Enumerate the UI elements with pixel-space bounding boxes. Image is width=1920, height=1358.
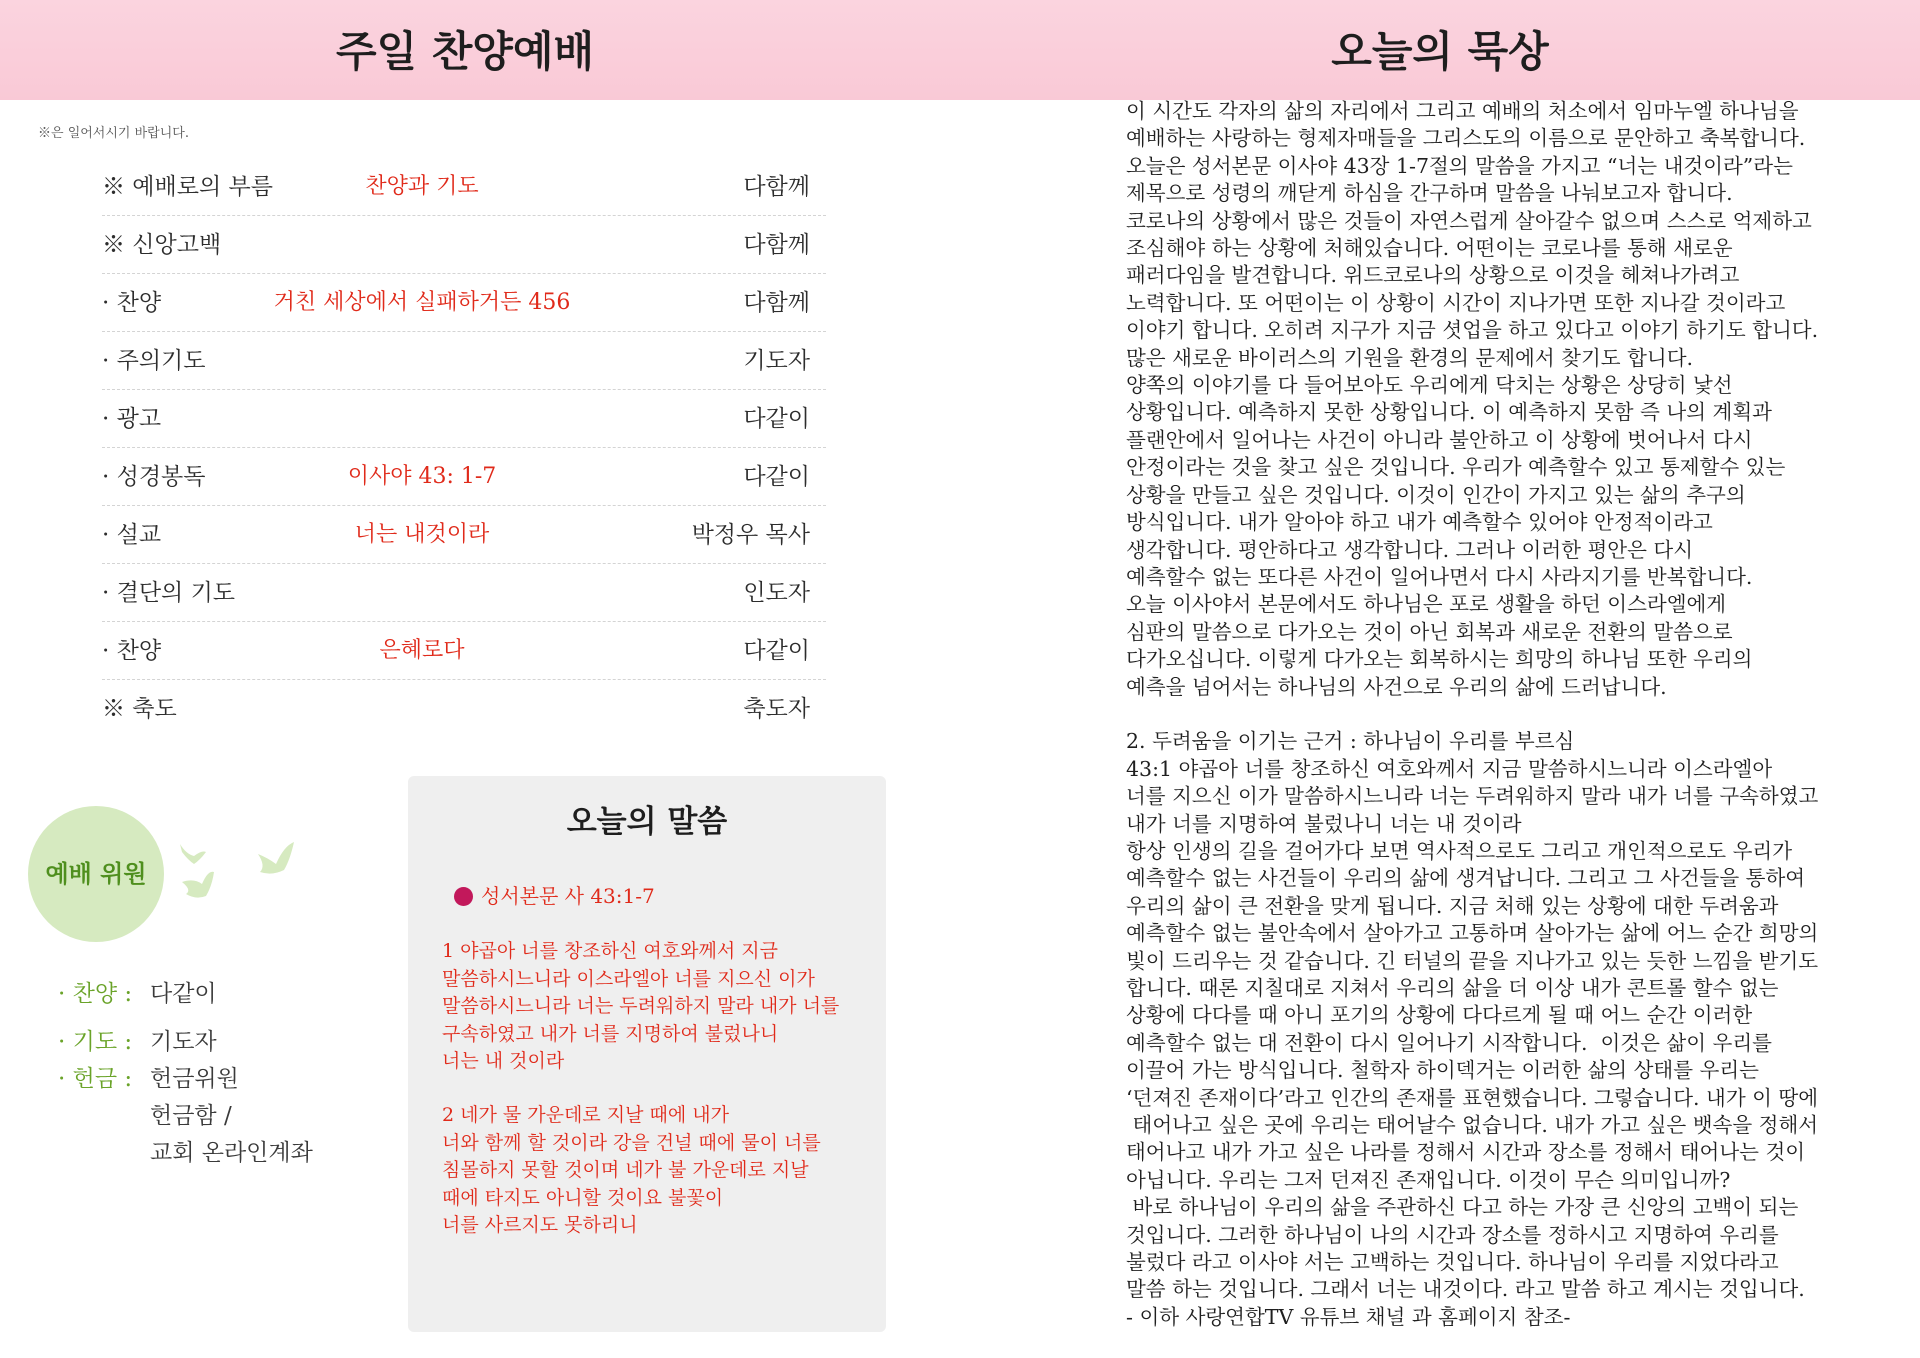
order-row xyxy=(102,158,826,216)
meditation-line: 안정이라는 것을 찾고 싶은 것입니다. 우리가 예측할수 있고 통제할수 있는 xyxy=(1126,455,1786,480)
order-item: ※ 예배로의 부름 xyxy=(102,174,273,200)
worship-order xyxy=(102,158,826,737)
meditation-line: 상황입니다. 예측하지 못한 상황입니다. 이 예측하지 못함 즉 나의 계획과 xyxy=(1126,400,1772,425)
meditation-line: 불렀다 라고 이사야 서는 고백하는 것입니다. 하나님이 우리를 지었다라고 xyxy=(1126,1250,1779,1275)
leader-prayer-label: · 기도 : xyxy=(58,1029,133,1055)
meditation-line: 노력합니다. 또 어떤이는 이 상황이 시간이 지나가면 또한 지나갈 것이라고 xyxy=(1126,290,1786,315)
meditation-line: 예측할수 없는 사건들이 우리의 삶에 생겨납니다. 그리고 그 사건들을 통하여 xyxy=(1126,866,1806,891)
order-item: · 설교 xyxy=(102,522,162,548)
verse-2: 2 네가 물 가운데로 지날 때에 내가 너와 함께 할 것이라 강을 건널 때에 물이 너를 침몰하지 못할 것이며 네가 불 가운데로 지날 때에 타지도 아니할 것이요 불꽃이 너를 사르지도 못하리니 xyxy=(442,1104,821,1236)
order-leader: 다같이 xyxy=(743,464,810,490)
order-item: ※ 신앙고백 xyxy=(102,232,222,258)
order-item: · 찬양 xyxy=(102,290,162,316)
leader-offering-value: 헌금위원 xyxy=(150,1066,239,1092)
meditation-title: 오늘의 묵상 xyxy=(1331,27,1549,76)
meditation-line: 양쪽의 이야기를 다 들어보아도 우리에게 닥치는 상황은 상당히 낯선 xyxy=(1126,373,1733,398)
meditation-line: 2. 두려움을 이기는 근거 : 하나님이 우리를 부르심 xyxy=(1126,729,1575,754)
scripture-reference xyxy=(454,880,655,909)
meditation-line: - 이하 사랑연합TV 유튜브 채널 과 홈페이지 참조- xyxy=(1126,1304,1571,1329)
meditation-line: 43:1 야곱아 너를 창조하신 여호와께서 지금 말씀하시느니라 이스라엘아 xyxy=(1126,756,1773,781)
meditation-line: 예배하는 사랑하는 형제자매들을 그리스도의 이름으로 문안하고 축복합니다. xyxy=(1126,126,1806,151)
order-row xyxy=(102,216,826,274)
leader-praise-value: 다같이 xyxy=(150,981,217,1007)
order-item: · 광고 xyxy=(102,406,162,432)
leader-offering-extra: 교회 온라인계좌 xyxy=(150,1140,313,1166)
meditation-line: 다가오십니다. 이렇게 다가오는 회복하시는 희망의 하나님 또한 우리의 xyxy=(1126,647,1753,672)
order-row xyxy=(102,274,826,332)
meditation-text xyxy=(1126,98,1906,1331)
order-leader: 다함께 xyxy=(743,174,810,200)
meditation-line: 예측할수 없는 불안속에서 살아가고 고통하며 살아가는 삶에 어느 순간 희망의 xyxy=(1126,921,1819,946)
scripture-reference-text: 성서본문 사 43:1-7 xyxy=(481,884,655,908)
order-detail: 은혜로다 xyxy=(379,638,465,663)
meditation-line: 말씀 하는 것입니다. 그래서 너는 내것이다. 라고 말씀 하고 계시는 것입니다. xyxy=(1126,1277,1805,1302)
order-item: ※ 축도 xyxy=(102,696,177,722)
order-leader: 축도자 xyxy=(743,696,810,722)
order-detail: 너는 내것이라 xyxy=(354,522,490,547)
order-row xyxy=(102,622,826,680)
meditation-line: 심판의 말씀으로 다가오는 것이 아닌 회복과 새로운 전환의 말씀으로 xyxy=(1126,619,1733,644)
meditation-line: 우리의 삶이 큰 전환을 맞게 됩니다. 지금 처해 있는 상황에 대한 두려움과 xyxy=(1126,893,1779,918)
bullet-icon xyxy=(454,887,473,906)
paragraph-gap xyxy=(1126,701,1906,728)
todays-word-box xyxy=(408,776,886,1332)
order-item: · 찬양 xyxy=(102,638,162,664)
leader-offering-extra: 헌금함 / xyxy=(150,1103,232,1129)
dove-icon xyxy=(172,834,322,914)
order-row xyxy=(102,680,826,737)
leader-prayer xyxy=(58,1023,217,1056)
leader-offering xyxy=(58,1060,239,1093)
meditation-line: 플랜안에서 일어나는 사건이 아니라 불안하고 이 상황에 벗어나서 다시 xyxy=(1126,427,1753,452)
order-row xyxy=(102,390,826,448)
order-leader: 인도자 xyxy=(743,580,810,606)
meditation-line: 많은 새로운 바이러스의 기원을 환경의 문제에서 찾기도 합니다. xyxy=(1126,345,1694,370)
meditation-line: ‘던져진 존재이다’라고 인간의 존재를 표현했습니다. 그렇습니다. 내가 이 땅에 xyxy=(1126,1085,1819,1110)
meditation-line: 오늘은 성서본문 이사야 43장 1-7절의 말씀을 가지고 “너는 내것이라”라는 xyxy=(1126,153,1793,178)
word-title: 오늘의 말씀 xyxy=(566,804,728,840)
meditation-line: 아닙니다. 우리는 그저 던져진 존재입니다. 이것이 무슨 의미입니까? xyxy=(1126,1167,1731,1192)
leaders-badge xyxy=(28,806,164,942)
meditation-line: 이 시간도 각자의 삶의 자리에서 그리고 예배의 처소에서 임마누엘 하나님을 xyxy=(1126,99,1799,123)
order-detail: 찬양과 기도 xyxy=(365,174,479,199)
order-item: · 성경봉독 xyxy=(102,464,206,490)
leaders-title: 예배 위원 xyxy=(45,860,147,888)
meditation-line: 이야기 합니다. 오히려 지구가 지금 셧업을 하고 있다고 이야기 하기도 합니다. xyxy=(1126,318,1819,343)
verse-1: 1 야곱아 너를 창조하신 여호와께서 지금 말씀하시느니라 이스라엘아 너를 지으신 이가 말씀하시느니라 너는 두려워하지 말라 내가 너를 구속하였고 내가 너를 지명하여 불렀나니 너는 내 것이라 xyxy=(442,940,840,1072)
order-item: · 결단의 기도 xyxy=(102,580,236,606)
meditation-line: 오늘 이사야서 본문에서도 하나님은 포로 생활을 하던 이스라엘에게 xyxy=(1126,592,1727,617)
order-detail: 이사야 43: 1-7 xyxy=(347,464,497,489)
order-row xyxy=(102,332,826,390)
order-leader: 박정우 목사 xyxy=(691,522,810,548)
meditation-line: 코로나의 상황에서 많은 것들이 자연스럽게 살아갈수 없으며 스스로 억제하고 xyxy=(1126,208,1812,233)
meditation-line: 조심해야 하는 상황에 처해있습니다. 어떤이는 코로나를 통해 새로운 xyxy=(1126,236,1733,261)
meditation-line: 내가 너를 지명하여 불렀나니 너는 내 것이라 xyxy=(1126,811,1522,836)
meditation-line: 예측할수 없는 대 전환이 다시 일어나기 시작합니다. 이것은 삶이 우리를 xyxy=(1126,1030,1772,1055)
meditation-line: 항상 인생의 길을 걸어가다 보면 역사적으로도 그리고 개인적으로도 우리가 xyxy=(1126,838,1793,863)
order-leader: 다함께 xyxy=(743,290,810,316)
order-detail: 거친 세상에서 실패하거든 456 xyxy=(273,290,571,315)
order-row xyxy=(102,506,826,564)
meditation-line: 상황에 다다를 때 아니 포기의 상황에 다다르게 될 때 어느 순간 이러한 xyxy=(1126,1003,1753,1028)
meditation-line: 합니다. 때론 지칠대로 지쳐서 우리의 삶을 더 이상 내가 콘트롤 할수 없는 xyxy=(1126,975,1779,1000)
meditation-line: 태어나고 싶은 곳에 우리는 태어날수 없습니다. 내가 가고 싶은 뱃속을 정해서 xyxy=(1126,1113,1819,1138)
meditation-line: 태어나고 내가 가고 싶은 나라를 정해서 시간과 장소를 정해서 태어나는 것이 xyxy=(1126,1140,1806,1165)
service-title: 주일 찬양예배 xyxy=(335,27,595,76)
meditation-line: 패러다임을 발견합니다. 위드코로나의 상황으로 이것을 헤쳐나가려고 xyxy=(1126,263,1740,288)
meditation-line: 이끌어 가는 방식입니다. 철학자 하이덱거는 이러한 삶의 상태를 우리는 xyxy=(1126,1058,1759,1083)
meditation-line: 제목으로 성령의 깨닫게 하심을 간구하며 말씀을 나눠보고자 합니다. xyxy=(1126,181,1733,206)
stand-note: ※은 일어서시기 바랍니다. xyxy=(38,126,189,141)
meditation-line: 빛이 드리우는 것 같습니다. 긴 터널의 끝을 지나가고 있는 듯한 느낌을 받기도 xyxy=(1126,948,1819,973)
leader-praise-label: · 찬양 : xyxy=(58,981,133,1007)
meditation-line: 생각합니다. 평안하다고 생각합니다. 그러나 이러한 평안은 다시 xyxy=(1126,537,1694,562)
order-leader: 기도자 xyxy=(743,348,810,374)
order-leader: 다같이 xyxy=(743,638,810,664)
meditation-line: 상황을 만들고 싶은 것입니다. 이것이 인간이 가지고 있는 삶의 추구의 xyxy=(1126,482,1746,507)
order-row xyxy=(102,448,826,506)
meditation-line: 예측을 넘어서는 하나님의 사건으로 우리의 삶에 드러납니다. xyxy=(1126,674,1667,699)
leader-praise xyxy=(58,975,217,1008)
order-row xyxy=(102,564,826,622)
order-leader: 다함께 xyxy=(743,232,810,258)
leader-offering-label: · 헌금 : xyxy=(58,1066,133,1092)
leader-prayer-value: 기도자 xyxy=(150,1029,217,1055)
meditation-line: 너를 지으신 이가 말씀하시느니라 너는 두려워하지 말라 내가 너를 구속하였고 xyxy=(1126,784,1819,809)
order-leader: 다같이 xyxy=(743,406,810,432)
order-item: · 주의기도 xyxy=(102,348,206,374)
meditation-line: 것입니다. 그러한 하나님이 나의 시간과 장소를 정하시고 지명하여 우리를 xyxy=(1126,1222,1779,1247)
meditation-line: 바로 하나님이 우리의 삶을 주관하신 다고 하는 가장 큰 신앙의 고백이 되는 xyxy=(1126,1195,1799,1220)
meditation-line: 예측할수 없는 또다른 사건이 일어나면서 다시 사라지기를 반복합니다. xyxy=(1126,564,1753,589)
meditation-line: 방식입니다. 내가 알아야 하고 내가 예측할수 있어야 안정적이라고 xyxy=(1126,510,1713,535)
